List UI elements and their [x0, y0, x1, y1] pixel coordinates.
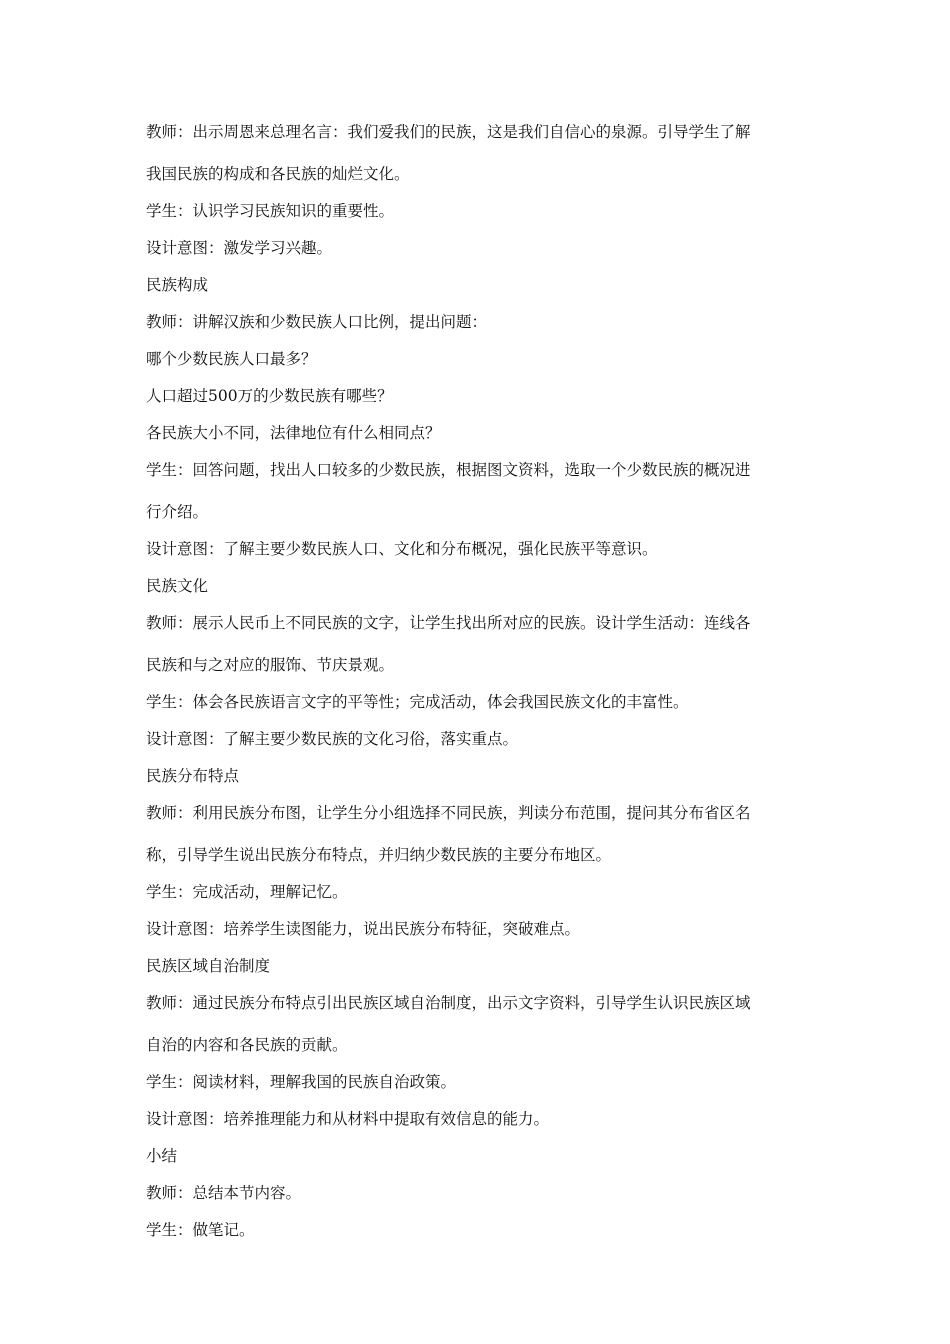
text-line: 教师：出示周恩来总理名言：我们爱我们的民族，这是我们自信心的泉源。引导学生了解	[146, 123, 751, 141]
text-line: 教师：讲解汉族和少数民族人口比例，提出问题：	[146, 313, 488, 331]
text-line: 设计意图：培养推理能力和从材料中提取有效信息的能力。	[146, 1110, 550, 1128]
text-line: 设计意图：了解主要少数民族的文化习俗，落实重点。	[146, 730, 519, 748]
paragraph-design-intent-distribution	[146, 920, 810, 938]
section-heading: 民族分布特点	[146, 767, 240, 785]
text-line: 学生：回答问题，找出人口较多的少数民族，根据图文资料，选取一个少数民族的概况进	[146, 461, 751, 479]
text-line: 学生：体会各民族语言文字的平等性；完成活动，体会我国民族文化的丰富性。	[146, 693, 689, 711]
section-heading-distribution	[146, 767, 810, 785]
text-line: 教师：展示人民币上不同民族的文字，让学生找出所对应的民族。设计学生活动：连线各	[146, 614, 751, 632]
text-line: 设计意图：培养学生读图能力，说出民族分布特征，突破难点。	[146, 920, 581, 938]
text-line: 教师：利用民族分布图，让学生分小组选择不同民族，判读分布范围，提问其分布省区名	[146, 804, 751, 822]
paragraph-student-autonomy	[146, 1073, 810, 1091]
section-heading-ethnic-culture	[146, 577, 810, 595]
paragraph-teacher-autonomy	[146, 994, 810, 1054]
section-heading-summary	[146, 1147, 810, 1165]
text-line: 教师：总结本节内容。	[146, 1184, 302, 1202]
section-heading: 小结	[146, 1147, 178, 1165]
paragraph-teacher-composition	[146, 313, 810, 331]
text-line: 学生：完成活动，理解记忆。	[146, 883, 348, 901]
section-heading-regional-autonomy	[146, 957, 810, 975]
text-line: 学生：认识学习民族知识的重要性。	[146, 202, 395, 220]
text-line: 学生：阅读材料，理解我国的民族自治政策。	[146, 1073, 457, 1091]
question-3	[146, 424, 810, 442]
paragraph-teacher-distribution	[146, 804, 810, 864]
text-line: 各民族大小不同，法律地位有什么相同点？	[146, 424, 441, 442]
paragraph-student-summary	[146, 1221, 810, 1239]
paragraph-student-culture	[146, 693, 810, 711]
text-line: 设计意图：激发学习兴趣。	[146, 239, 333, 257]
text-line: 我国民族的构成和各民族的灿烂文化。	[146, 165, 410, 183]
section-heading: 民族区域自治制度	[146, 957, 271, 975]
paragraph-design-intent-culture	[146, 730, 810, 748]
section-heading: 民族文化	[146, 577, 209, 595]
section-heading-ethnic-composition	[146, 276, 810, 294]
paragraph-student-intro	[146, 202, 810, 220]
question-1	[146, 350, 810, 368]
text-line: 设计意图：了解主要少数民族人口、文化和分布概况，强化民族平等意识。	[146, 540, 658, 558]
question-2	[146, 387, 810, 405]
paragraph-design-intent-intro	[146, 239, 810, 257]
paragraph-teacher-summary	[146, 1184, 810, 1202]
paragraph-design-intent-composition	[146, 540, 810, 558]
text-line: 称，引导学生说出民族分布特点，并归纳少数民族的主要分布地区。	[146, 846, 612, 864]
text-line: 民族和与之对应的服饰、节庆景观。	[146, 656, 395, 674]
section-heading: 民族构成	[146, 276, 209, 294]
paragraph-teacher-culture	[146, 614, 810, 674]
paragraph-student-composition	[146, 461, 810, 521]
text-line: 哪个少数民族人口最多？	[146, 350, 317, 368]
paragraph-student-distribution	[146, 883, 810, 901]
paragraph-design-intent-autonomy	[146, 1110, 810, 1128]
text-line: 行介绍。	[146, 503, 209, 521]
text-line: 教师：通过民族分布特点引出民族区域自治制度，出示文字资料，引导学生认识民族区域	[146, 994, 751, 1012]
text-line: 学生：做笔记。	[146, 1221, 255, 1239]
document-body	[146, 123, 810, 1239]
paragraph-teacher-intro	[146, 123, 810, 183]
text-line: 自治的内容和各民族的贡献。	[146, 1036, 348, 1054]
text-line: 人口超过500万的少数民族有哪些？	[146, 387, 393, 405]
